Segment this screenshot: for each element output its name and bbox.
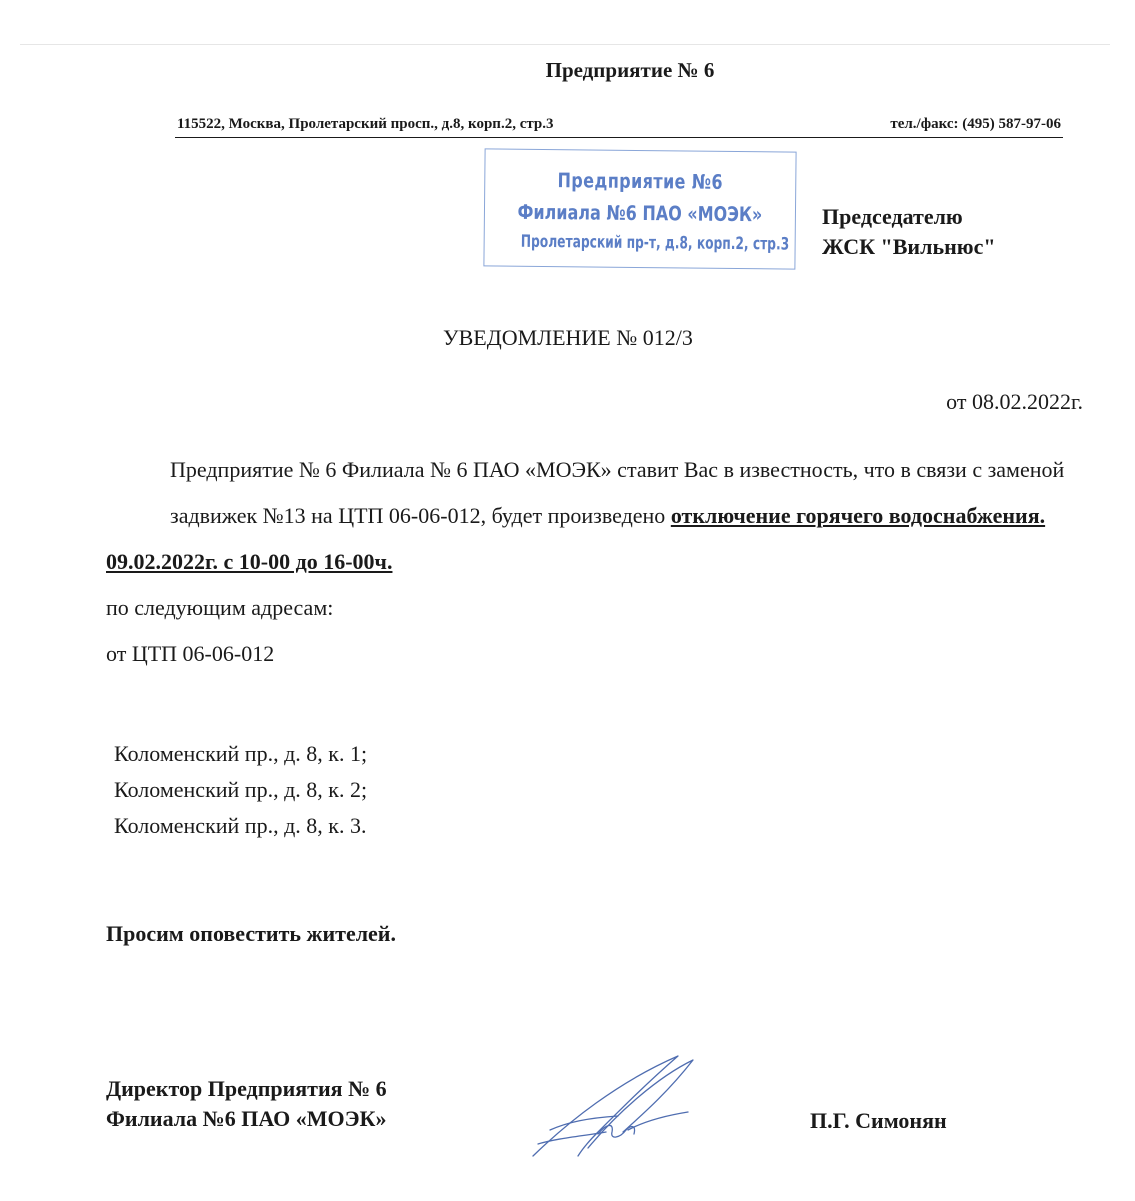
source-station: от ЦТП 06-06-012 <box>106 641 275 666</box>
notice-body <box>106 447 1066 677</box>
shutdown-highlight: отключение горячего водоснабжения. <box>670 503 1046 528</box>
list-item: Коломенский пр., д. 8, к. 1; <box>114 741 368 766</box>
signatory-name: П.Г. Симонян <box>810 1108 947 1133</box>
signatory-position <box>106 1074 387 1134</box>
organization-phone: тел./факс: (495) 587-97-06 <box>890 116 1061 132</box>
stamp-line-3: Пролетарский пр-т, д.8, корп.2, стр.3 <box>520 231 790 255</box>
list-item: Коломенский пр., д. 8, к. 3. <box>114 813 367 838</box>
recipient-line-2: ЖСК "Вильнюс" <box>822 234 996 259</box>
notice-paragraph <box>106 447 1066 539</box>
organization-address: 115522, Москва, Пролетарский просп., д.8, корп.2, стр.3 <box>177 116 554 132</box>
notice-date: от 08.02.2022г. <box>946 389 1083 414</box>
shutdown-period <box>106 539 1066 585</box>
notice-title: УВЕДОМЛЕНИЕ № 012/3 <box>443 325 693 350</box>
addresses-label: по следующим адресам: <box>106 595 334 620</box>
list-item: Коломенский пр., д. 8, к. 2; <box>114 777 368 802</box>
signatory-position-line-1: Директор Предприятия № 6 <box>106 1076 387 1101</box>
top-divider <box>20 44 1110 45</box>
notify-residents-request: Просим оповестить жителей. <box>106 921 396 946</box>
recipient-line-1: Председателю <box>822 204 963 229</box>
address-list <box>114 736 367 844</box>
stamp-line-1: Предприятие №6 <box>557 168 724 194</box>
recipient-block <box>822 202 996 262</box>
organization-stamp <box>483 148 796 269</box>
handwritten-signature <box>528 1052 708 1162</box>
stamp-line-2: Филиала №6 ПАО «МОЭК» <box>517 199 763 227</box>
shutdown-period-text: 09.02.2022г. с 10-00 до 16-00ч. <box>106 549 393 574</box>
organization-title: Предприятие № 6 <box>545 58 715 82</box>
letterhead-address-line <box>175 116 1063 138</box>
signatory-position-line-2: Филиала №6 ПАО «МОЭК» <box>106 1106 387 1131</box>
notice-intro-text: Предприятие № 6 Филиала № 6 ПАО «МОЭК» ставит Вас в известность, что в связи с заменой задвижек №13 на ЦТП 06-06-012, будет произведено <box>170 457 1065 528</box>
